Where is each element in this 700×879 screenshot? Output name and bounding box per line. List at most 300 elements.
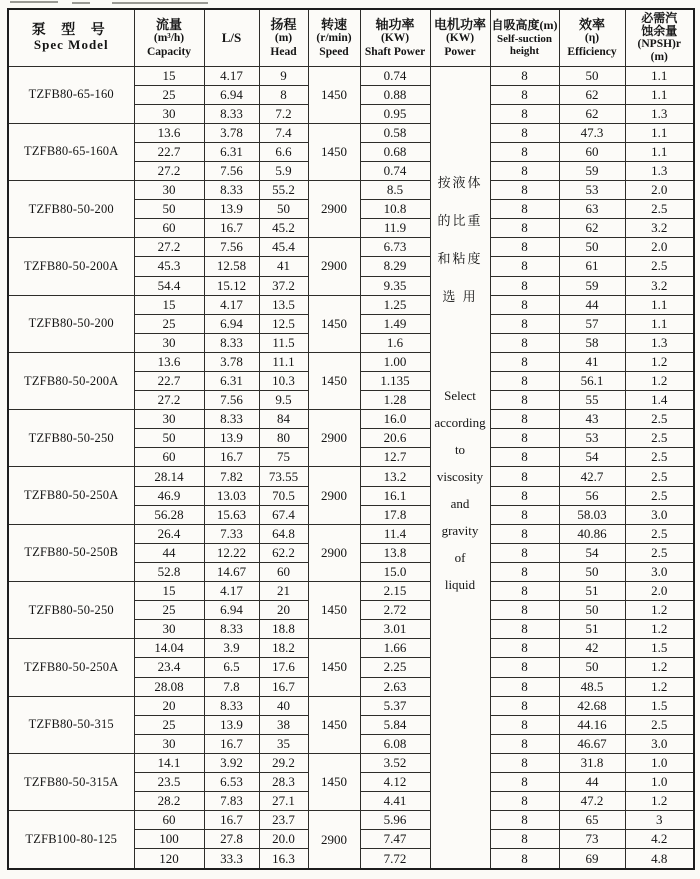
power-note-line: 和粘度 xyxy=(437,250,483,266)
npsh-cell: 2.5 xyxy=(625,257,694,276)
power-note-line: 的比重 xyxy=(437,212,483,228)
suction-height-cell: 8 xyxy=(490,543,559,562)
efficiency-cell: 31.8 xyxy=(559,753,625,772)
capacity-cell: 13.6 xyxy=(134,352,204,371)
suction-height-cell: 8 xyxy=(490,314,559,333)
shaft-power-cell: 5.37 xyxy=(360,696,430,715)
suction-height-cell: 8 xyxy=(490,372,559,391)
head-cell: 11.1 xyxy=(259,352,308,371)
ls-cell: 16.7 xyxy=(204,811,259,830)
head-cell: 16.3 xyxy=(259,849,308,869)
efficiency-cell: 47.2 xyxy=(559,792,625,811)
head-cell: 64.8 xyxy=(259,524,308,543)
head-cell: 23.7 xyxy=(259,811,308,830)
shaft-power-cell: 15.0 xyxy=(360,562,430,581)
ls-cell: 6.94 xyxy=(204,85,259,104)
ls-cell: 3.78 xyxy=(204,123,259,142)
ls-cell: 16.7 xyxy=(204,219,259,238)
suction-height-cell: 8 xyxy=(490,410,559,429)
model-cell: TZFB80-50-315 xyxy=(8,696,134,753)
npsh-cell: 1.2 xyxy=(625,372,694,391)
head-cell: 16.7 xyxy=(259,677,308,696)
header-line: 轴功率 xyxy=(375,16,415,32)
ls-cell: 7.56 xyxy=(204,391,259,410)
capacity-cell: 45.3 xyxy=(134,257,204,276)
suction-height-cell: 8 xyxy=(490,486,559,505)
table-row xyxy=(8,123,694,142)
efficiency-cell: 56 xyxy=(559,486,625,505)
head-cell: 60 xyxy=(259,562,308,581)
model-cell: TZFB80-50-250B xyxy=(8,524,134,581)
column-header-power xyxy=(430,9,490,66)
efficiency-cell: 41 xyxy=(559,352,625,371)
speed-cell: 1450 xyxy=(308,66,360,123)
head-cell: 41 xyxy=(259,257,308,276)
capacity-cell: 27.2 xyxy=(134,238,204,257)
npsh-cell: 3.0 xyxy=(625,505,694,524)
table-row xyxy=(8,524,694,543)
capacity-cell: 25 xyxy=(134,314,204,333)
head-cell: 40 xyxy=(259,696,308,715)
model-cell: TZFB80-50-200A xyxy=(8,238,134,295)
capacity-cell: 15 xyxy=(134,582,204,601)
npsh-cell: 3.0 xyxy=(625,562,694,581)
table-body xyxy=(8,66,694,869)
shaft-power-cell: 9.35 xyxy=(360,276,430,295)
npsh-cell: 1.2 xyxy=(625,677,694,696)
capacity-cell: 27.2 xyxy=(134,391,204,410)
shaft-power-cell: 2.25 xyxy=(360,658,430,677)
speed-cell: 1450 xyxy=(308,639,360,696)
efficiency-cell: 69 xyxy=(559,849,625,869)
model-cell: TZFB80-50-315A xyxy=(8,753,134,810)
head-cell: 21 xyxy=(259,582,308,601)
npsh-cell: 1.2 xyxy=(625,352,694,371)
npsh-cell: 1.2 xyxy=(625,620,694,639)
ls-cell: 13.9 xyxy=(204,715,259,734)
header-line: Efficiency xyxy=(567,45,617,58)
suction-height-cell: 8 xyxy=(490,620,559,639)
efficiency-cell: 54 xyxy=(559,543,625,562)
shaft-power-cell: 0.74 xyxy=(360,66,430,85)
capacity-cell: 56.28 xyxy=(134,505,204,524)
header-line: 扬程 xyxy=(270,16,297,32)
ls-cell: 7.8 xyxy=(204,677,259,696)
shaft-power-cell: 1.00 xyxy=(360,352,430,371)
column-header-speed xyxy=(308,9,360,66)
capacity-cell: 22.7 xyxy=(134,372,204,391)
shaft-power-cell: 20.6 xyxy=(360,429,430,448)
capacity-cell: 14.1 xyxy=(134,753,204,772)
capacity-cell: 100 xyxy=(134,830,204,849)
ls-cell: 6.94 xyxy=(204,314,259,333)
power-note-line: Select xyxy=(444,387,476,403)
suction-height-cell: 8 xyxy=(490,142,559,161)
capacity-cell: 23.4 xyxy=(134,658,204,677)
capacity-cell: 27.2 xyxy=(134,161,204,180)
head-cell: 12.5 xyxy=(259,314,308,333)
suction-height-cell: 8 xyxy=(490,601,559,620)
efficiency-cell: 60 xyxy=(559,142,625,161)
capacity-cell: 50 xyxy=(134,429,204,448)
ls-cell: 13.9 xyxy=(204,200,259,219)
npsh-cell: 4.8 xyxy=(625,849,694,869)
capacity-cell: 14.04 xyxy=(134,639,204,658)
column-header-eff xyxy=(559,9,625,66)
npsh-cell: 3.2 xyxy=(625,276,694,295)
header-line: (m) xyxy=(650,50,668,63)
npsh-cell: 1.3 xyxy=(625,333,694,352)
suction-height-cell: 8 xyxy=(490,295,559,314)
efficiency-cell: 44.16 xyxy=(559,715,625,734)
head-cell: 28.3 xyxy=(259,772,308,791)
capacity-cell: 120 xyxy=(134,849,204,869)
power-note-line: gravity xyxy=(441,522,479,538)
shaft-power-cell: 13.8 xyxy=(360,543,430,562)
ls-cell: 6.94 xyxy=(204,601,259,620)
table-row xyxy=(8,66,694,85)
ls-cell: 12.22 xyxy=(204,543,259,562)
npsh-cell: 1.2 xyxy=(625,792,694,811)
power-selection-note xyxy=(431,67,490,869)
efficiency-cell: 58 xyxy=(559,333,625,352)
capacity-cell: 28.14 xyxy=(134,467,204,486)
header-line: (NPSH)r xyxy=(637,38,681,51)
speed-cell: 2900 xyxy=(308,181,360,238)
npsh-cell: 2.5 xyxy=(625,715,694,734)
table-row xyxy=(8,811,694,830)
efficiency-cell: 54 xyxy=(559,448,625,467)
npsh-cell: 1.4 xyxy=(625,391,694,410)
efficiency-cell: 50 xyxy=(559,238,625,257)
shaft-power-cell: 10.8 xyxy=(360,200,430,219)
ls-cell: 4.17 xyxy=(204,582,259,601)
suction-height-cell: 8 xyxy=(490,429,559,448)
efficiency-cell: 62 xyxy=(559,104,625,123)
header-line: height xyxy=(509,45,540,58)
npsh-cell: 2.5 xyxy=(625,410,694,429)
capacity-cell: 25 xyxy=(134,601,204,620)
capacity-cell: 25 xyxy=(134,85,204,104)
efficiency-cell: 59 xyxy=(559,276,625,295)
table-row xyxy=(8,238,694,257)
table-row xyxy=(8,410,694,429)
ls-cell: 4.17 xyxy=(204,66,259,85)
head-cell: 38 xyxy=(259,715,308,734)
power-note-line: 按液体 xyxy=(437,174,483,190)
head-cell: 45.4 xyxy=(259,238,308,257)
table-row xyxy=(8,467,694,486)
capacity-cell: 60 xyxy=(134,811,204,830)
efficiency-cell: 62 xyxy=(559,219,625,238)
suction-height-cell: 8 xyxy=(490,792,559,811)
suction-height-cell: 8 xyxy=(490,677,559,696)
efficiency-cell: 61 xyxy=(559,257,625,276)
capacity-cell: 30 xyxy=(134,734,204,753)
efficiency-cell: 62 xyxy=(559,85,625,104)
header-line: 效率 xyxy=(578,16,605,32)
capacity-cell: 23.5 xyxy=(134,772,204,791)
ls-cell: 27.8 xyxy=(204,830,259,849)
column-header-head xyxy=(259,9,308,66)
speed-cell: 1450 xyxy=(308,696,360,753)
header-line: Speed xyxy=(319,45,349,58)
efficiency-cell: 58.03 xyxy=(559,505,625,524)
suction-height-cell: 8 xyxy=(490,696,559,715)
capacity-cell: 15 xyxy=(134,295,204,314)
suction-height-cell: 8 xyxy=(490,161,559,180)
npsh-cell: 2.5 xyxy=(625,524,694,543)
shaft-power-cell: 0.74 xyxy=(360,161,430,180)
efficiency-cell: 50 xyxy=(559,66,625,85)
speed-cell: 2900 xyxy=(308,811,360,869)
npsh-cell: 1.0 xyxy=(625,772,694,791)
ls-cell: 15.63 xyxy=(204,505,259,524)
suction-height-cell: 8 xyxy=(490,238,559,257)
shaft-power-cell: 6.08 xyxy=(360,734,430,753)
header-line: 泵 型 号 xyxy=(31,23,111,39)
header-line: 必需汽 xyxy=(641,11,678,26)
shaft-power-cell: 0.88 xyxy=(360,85,430,104)
shaft-power-cell: 11.9 xyxy=(360,219,430,238)
efficiency-cell: 55 xyxy=(559,391,625,410)
header-line: 电机功率 xyxy=(433,16,486,32)
head-cell: 75 xyxy=(259,448,308,467)
head-cell: 73.55 xyxy=(259,467,308,486)
ls-cell: 6.53 xyxy=(204,772,259,791)
capacity-cell: 26.4 xyxy=(134,524,204,543)
shaft-power-cell: 6.73 xyxy=(360,238,430,257)
ls-cell: 8.33 xyxy=(204,620,259,639)
npsh-cell: 2.0 xyxy=(625,582,694,601)
ls-cell: 16.7 xyxy=(204,734,259,753)
ls-cell: 7.56 xyxy=(204,161,259,180)
ls-cell: 13.9 xyxy=(204,429,259,448)
ls-cell: 13.03 xyxy=(204,486,259,505)
speed-cell: 2900 xyxy=(308,524,360,581)
suction-height-cell: 8 xyxy=(490,219,559,238)
ls-cell: 6.5 xyxy=(204,658,259,677)
suction-height-cell: 8 xyxy=(490,582,559,601)
model-cell: TZFB80-65-160 xyxy=(8,66,134,123)
header-line: Power xyxy=(444,45,476,58)
suction-height-cell: 8 xyxy=(490,467,559,486)
ls-cell: 3.92 xyxy=(204,753,259,772)
head-cell: 45.2 xyxy=(259,219,308,238)
power-note-line: liquid xyxy=(444,576,476,592)
efficiency-cell: 63 xyxy=(559,200,625,219)
capacity-cell: 30 xyxy=(134,620,204,639)
column-header-cap xyxy=(134,9,204,66)
shaft-power-cell: 12.7 xyxy=(360,448,430,467)
suction-height-cell: 8 xyxy=(490,505,559,524)
npsh-cell: 1.0 xyxy=(625,753,694,772)
model-cell: TZFB100-80-125 xyxy=(8,811,134,869)
header-line: (m³/h) xyxy=(153,31,185,44)
efficiency-cell: 53 xyxy=(559,181,625,200)
capacity-cell: 30 xyxy=(134,333,204,352)
head-cell: 10.3 xyxy=(259,372,308,391)
efficiency-cell: 48.5 xyxy=(559,677,625,696)
column-header-ls xyxy=(204,9,259,66)
efficiency-cell: 57 xyxy=(559,314,625,333)
npsh-cell: 1.2 xyxy=(625,601,694,620)
ls-cell: 4.17 xyxy=(204,295,259,314)
model-cell: TZFB80-50-250 xyxy=(8,410,134,467)
npsh-cell: 2.5 xyxy=(625,467,694,486)
efficiency-cell: 43 xyxy=(559,410,625,429)
table-row xyxy=(8,753,694,772)
ls-cell: 6.31 xyxy=(204,372,259,391)
efficiency-cell: 46.67 xyxy=(559,734,625,753)
shaft-power-cell: 3.52 xyxy=(360,753,430,772)
efficiency-cell: 59 xyxy=(559,161,625,180)
capacity-cell: 20 xyxy=(134,696,204,715)
head-cell: 18.8 xyxy=(259,620,308,639)
efficiency-cell: 42 xyxy=(559,639,625,658)
capacity-cell: 30 xyxy=(134,181,204,200)
model-cell: TZFB80-50-250A xyxy=(8,467,134,524)
npsh-cell: 2.5 xyxy=(625,429,694,448)
shaft-power-cell: 4.41 xyxy=(360,792,430,811)
shaft-power-cell: 2.72 xyxy=(360,601,430,620)
speed-cell: 1450 xyxy=(308,123,360,180)
pump-spec-table xyxy=(7,8,695,870)
npsh-cell: 1.5 xyxy=(625,696,694,715)
ls-cell: 14.67 xyxy=(204,562,259,581)
speed-cell: 2900 xyxy=(308,238,360,295)
shaft-power-cell: 17.8 xyxy=(360,505,430,524)
table-row xyxy=(8,181,694,200)
header-line: 转速 xyxy=(320,16,347,32)
efficiency-cell: 50 xyxy=(559,601,625,620)
model-cell: TZFB80-50-250A xyxy=(8,639,134,696)
capacity-cell: 52.8 xyxy=(134,562,204,581)
capacity-cell: 60 xyxy=(134,448,204,467)
ls-cell: 7.33 xyxy=(204,524,259,543)
capacity-cell: 22.7 xyxy=(134,142,204,161)
suction-height-cell: 8 xyxy=(490,830,559,849)
shaft-power-cell: 7.47 xyxy=(360,830,430,849)
head-cell: 8 xyxy=(259,85,308,104)
scan-artifact xyxy=(72,2,90,4)
npsh-cell: 1.1 xyxy=(625,142,694,161)
efficiency-cell: 53 xyxy=(559,429,625,448)
header-line: (KW) xyxy=(380,31,410,44)
head-cell: 7.2 xyxy=(259,104,308,123)
suction-height-cell: 8 xyxy=(490,753,559,772)
header-line: L/S xyxy=(221,29,242,45)
npsh-cell: 1.1 xyxy=(625,295,694,314)
suction-height-cell: 8 xyxy=(490,276,559,295)
npsh-cell: 1.5 xyxy=(625,639,694,658)
suction-height-cell: 8 xyxy=(490,181,559,200)
suction-height-cell: 8 xyxy=(490,849,559,869)
power-note-line: of xyxy=(454,549,466,565)
npsh-cell: 1.3 xyxy=(625,161,694,180)
table-row xyxy=(8,582,694,601)
model-cell: TZFB80-50-200 xyxy=(8,181,134,238)
efficiency-cell: 50 xyxy=(559,658,625,677)
head-cell: 67.4 xyxy=(259,505,308,524)
npsh-cell: 2.5 xyxy=(625,486,694,505)
header-line: Capacity xyxy=(146,45,192,58)
capacity-cell: 30 xyxy=(134,104,204,123)
power-note-line: to xyxy=(454,441,466,457)
speed-cell: 2900 xyxy=(308,467,360,524)
ls-cell: 16.7 xyxy=(204,448,259,467)
npsh-cell: 1.1 xyxy=(625,314,694,333)
shaft-power-cell: 8.5 xyxy=(360,181,430,200)
head-cell: 9.5 xyxy=(259,391,308,410)
head-cell: 6.6 xyxy=(259,142,308,161)
ls-cell: 8.33 xyxy=(204,696,259,715)
npsh-cell: 4.2 xyxy=(625,830,694,849)
motor-power-note-cell xyxy=(430,66,490,869)
suction-height-cell: 8 xyxy=(490,811,559,830)
suction-height-cell: 8 xyxy=(490,104,559,123)
ls-cell: 8.33 xyxy=(204,104,259,123)
suction-height-cell: 8 xyxy=(490,524,559,543)
efficiency-cell: 47.3 xyxy=(559,123,625,142)
npsh-cell: 3.2 xyxy=(625,219,694,238)
model-cell: TZFB80-50-250 xyxy=(8,582,134,639)
head-cell: 37.2 xyxy=(259,276,308,295)
shaft-power-cell: 0.58 xyxy=(360,123,430,142)
header-line: (r/min) xyxy=(316,31,352,44)
shaft-power-cell: 3.01 xyxy=(360,620,430,639)
model-cell: TZFB80-50-200 xyxy=(8,295,134,352)
shaft-power-cell: 5.84 xyxy=(360,715,430,734)
head-cell: 29.2 xyxy=(259,753,308,772)
head-cell: 7.4 xyxy=(259,123,308,142)
ls-cell: 12.58 xyxy=(204,257,259,276)
suction-height-cell: 8 xyxy=(490,658,559,677)
power-note-line: and xyxy=(450,495,470,511)
head-cell: 35 xyxy=(259,734,308,753)
capacity-cell: 13.6 xyxy=(134,123,204,142)
table-row xyxy=(8,696,694,715)
npsh-cell: 2.5 xyxy=(625,200,694,219)
efficiency-cell: 51 xyxy=(559,582,625,601)
efficiency-cell: 42.68 xyxy=(559,696,625,715)
shaft-power-cell: 16.0 xyxy=(360,410,430,429)
head-cell: 55.2 xyxy=(259,181,308,200)
npsh-cell: 2.0 xyxy=(625,238,694,257)
shaft-power-cell: 4.12 xyxy=(360,772,430,791)
speed-cell: 1450 xyxy=(308,352,360,409)
shaft-power-cell: 0.95 xyxy=(360,104,430,123)
efficiency-cell: 50 xyxy=(559,562,625,581)
head-cell: 20.0 xyxy=(259,830,308,849)
suction-height-cell: 8 xyxy=(490,85,559,104)
shaft-power-cell: 1.25 xyxy=(360,295,430,314)
npsh-cell: 1.1 xyxy=(625,123,694,142)
model-cell: TZFB80-50-200A xyxy=(8,352,134,409)
suction-height-cell: 8 xyxy=(490,639,559,658)
suction-height-cell: 8 xyxy=(490,200,559,219)
shaft-power-cell: 5.96 xyxy=(360,811,430,830)
capacity-cell: 44 xyxy=(134,543,204,562)
shaft-power-cell: 2.15 xyxy=(360,582,430,601)
head-cell: 62.2 xyxy=(259,543,308,562)
capacity-cell: 60 xyxy=(134,219,204,238)
shaft-power-cell: 13.2 xyxy=(360,467,430,486)
head-cell: 9 xyxy=(259,66,308,85)
ls-cell: 8.33 xyxy=(204,410,259,429)
capacity-cell: 54.4 xyxy=(134,276,204,295)
header-line: 蚀余量 xyxy=(641,24,678,39)
